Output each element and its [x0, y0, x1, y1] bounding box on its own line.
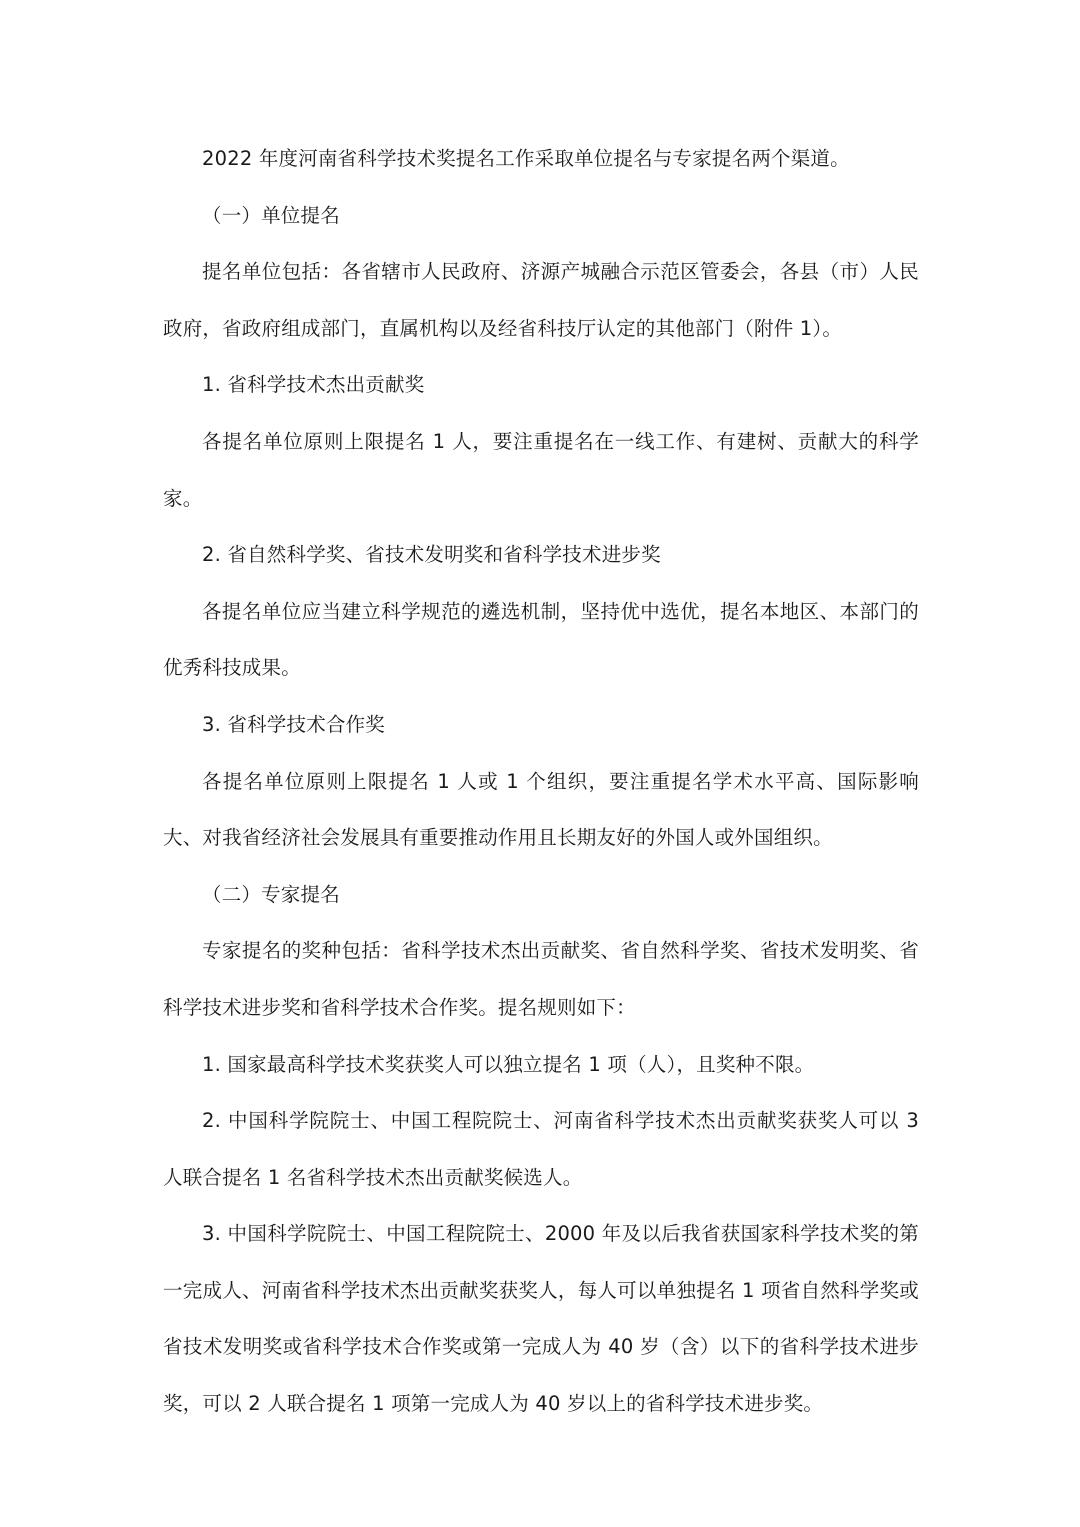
document-body [163, 131, 919, 1433]
subheading-outstanding-contribution-award: 1. 省科学技术杰出贡献奖 [202, 373, 425, 397]
subheading-natural-science-invention-progress-awards: 2. 省自然科学奖、省技术发明奖和省科学技术进步奖 [202, 543, 661, 567]
section-heading-expert-nomination: （二）专家提名 [202, 882, 340, 906]
section-heading-unit-nomination: （一）单位提名 [202, 203, 340, 227]
expert-nomination-scope-paragraph: 专家提名的奖种包括：省科学技术杰出贡献奖、省自然科学奖、省技术发明奖、省科学技术进步奖和省科学技术合作奖。提名规则如下： [163, 939, 919, 1019]
cooperation-award-rule-paragraph: 各提名单位原则上限提名 1 人或 1 个组织，要注重提名学术水平高、国际影响大、对我省经济社会发展具有重要推动作用且长期友好的外国人或外国组织。 [163, 769, 919, 850]
expert-rule-1-paragraph: 1. 国家最高科学技术奖获奖人可以独立提名 1 项（人），且奖种不限。 [202, 1052, 815, 1076]
intro-paragraph: 2022 年度河南省科学技术奖提名工作采取单位提名与专家提名两个渠道。 [202, 147, 850, 170]
outstanding-contribution-rule-paragraph: 各提名单位原则上限提名 1 人，要注重提名在一线工作、有建树、贡献大的科学家。 [163, 429, 919, 510]
unit-nomination-scope-paragraph: 提名单位包括：各省辖市人民政府、济源产城融合示范区管委会，各县（市）人民政府，省政府组成部门，直属机构以及经省科技厅认定的其他部门（附件 1）。 [163, 260, 919, 340]
expert-rule-3-paragraph: 3. 中国科学院院士、中国工程院院士、2000 年及以后我省获国家科学技术奖的第一完成人、河南省科学技术杰出贡献奖获奖人，每人可以单独提名 1 项省自然科学奖或省技术发明奖或省科学技术合作奖或第一完成人为 40 岁（含）以下的省科学技术进步奖，可以 2 人联合提名 1 项第一完成人为 40 岁以上的省科学技术进步奖。 [163, 1222, 919, 1416]
expert-rule-2-paragraph: 2. 中国科学院院士、中国工程院院士、河南省科学技术杰出贡献奖获奖人可以 3 人联合提名 1 名省科学技术杰出贡献奖候选人。 [163, 1109, 919, 1189]
subheading-cooperation-award: 3. 省科学技术合作奖 [202, 712, 386, 736]
selection-mechanism-paragraph: 各提名单位应当建立科学规范的遴选机制，坚持优中选优，提名本地区、本部门的优秀科技成果。 [163, 599, 919, 680]
